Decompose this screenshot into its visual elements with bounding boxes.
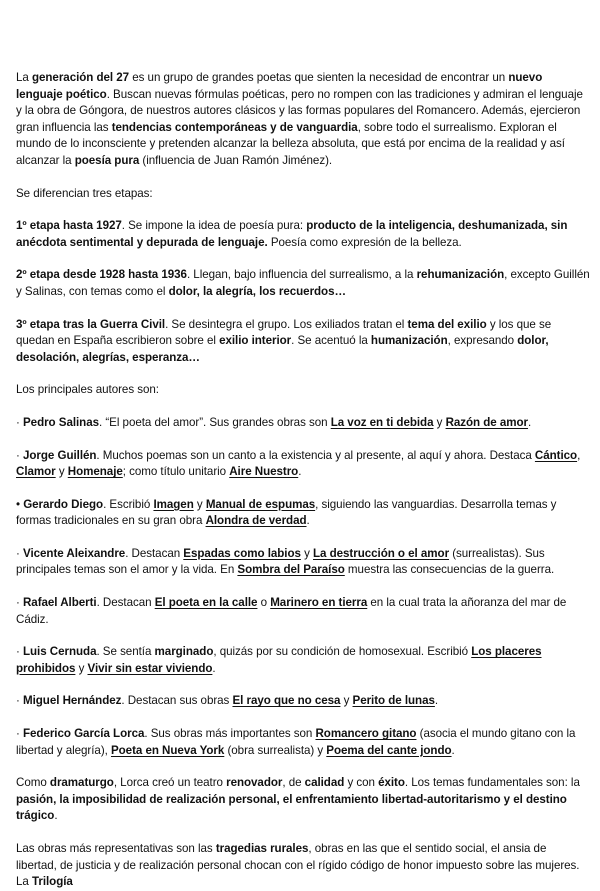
text: y — [193, 497, 206, 511]
work-title: Clamor — [16, 465, 56, 479]
bold-text: tema del exilio — [407, 317, 487, 331]
bullet: · — [16, 448, 23, 462]
bullet: · — [16, 727, 23, 741]
text: Las obras más representativas son las — [16, 842, 216, 855]
text: , siguiendo las vanguardias. Desarrolla temas y formas tradicionales en su gran obra — [16, 497, 557, 528]
bold-text: rehumanización — [416, 268, 505, 282]
text: . Muchos poemas son un canto a la existencia y al presente, al aquí y ahora. Destaca — [96, 448, 535, 462]
work-title: Romancero gitano — [315, 727, 417, 741]
autores-intro: Los principales autores son: — [16, 383, 159, 397]
author-entry-aleixandre — [16, 546, 590, 579]
intro-paragraph — [16, 70, 590, 170]
text: y — [300, 546, 313, 560]
text: . Se impone la idea de poesía pura: — [121, 219, 307, 233]
text: . Los temas fundamentales son: la — [404, 776, 580, 790]
text: . — [298, 465, 302, 479]
text: (obra surrealista) y — [224, 743, 327, 757]
bold-text: tendencias contemporáneas y de vanguardia — [111, 120, 358, 134]
work-title: Los placeres prohibidos — [16, 645, 542, 675]
text: en la cual trata la añoranza del mar de Cádiz. — [16, 596, 567, 626]
bold-text: 1º etapa hasta 1927 — [16, 219, 122, 233]
bold-text: Trilogía — [31, 875, 73, 889]
bullet: · — [16, 415, 23, 429]
work-title: Poema del cante jondo — [326, 743, 452, 757]
text: . — [306, 514, 310, 528]
etapa-1-paragraph — [16, 218, 590, 251]
work-title: Poeta en Nueva York — [110, 743, 225, 757]
author-entry-diego — [16, 497, 590, 530]
text: . Destacan — [96, 596, 155, 610]
author-name: Luis Cernuda — [22, 645, 97, 659]
text: Poesía como expresión de la belleza. — [267, 235, 462, 249]
bold-text: éxito — [378, 776, 405, 790]
text: . Se sentía — [96, 645, 155, 659]
text: . Llegan, bajo influencia del surrealismo, a la — [186, 268, 417, 282]
text: . — [434, 694, 439, 708]
text: . — [212, 661, 216, 675]
author-name: Pedro Salinas — [22, 415, 100, 429]
bullet: · — [16, 645, 23, 659]
text: . Destacan — [125, 546, 184, 560]
bullet: • — [16, 497, 24, 511]
text: y los que se quedan en España escribieron sobre el — [16, 317, 552, 348]
text: , obras en las que el sentido social, el ansia de libertad, de justicia y de realización personal chocan con el rígido código de honor impuesto sobre las mujeres. La — [16, 842, 580, 889]
etapa-2-paragraph — [16, 267, 590, 300]
bullet: · — [16, 546, 23, 560]
author-entry-salinas — [16, 415, 590, 432]
work-title: El rayo que no cesa — [232, 694, 341, 708]
text: , excepto Guillén y Salinas, con temas como el — [16, 268, 590, 298]
bold-text: humanización — [370, 334, 448, 348]
etapas-intro: Se diferencian tres etapas: — [16, 186, 153, 200]
bullet: · — [16, 596, 23, 610]
text: (influencia de Juan Ramón Jiménez). — [139, 153, 333, 167]
author-entry-guillen — [16, 448, 590, 481]
text: ; como título unitario — [122, 465, 230, 479]
text: . Se acentuó la — [291, 334, 371, 348]
work-title: Manual de espumas — [205, 497, 316, 511]
text: , de — [282, 776, 305, 790]
work-title: Espadas como labios — [183, 546, 301, 560]
text: . Buscan nuevas fórmulas poéticas, pero no rompen con las tradiciones y admiran el lenguaje y la obra de Góngora, de nuestros autores clásicos y las formas populares del Romancero. Además, ejercieron gran influencia las — [16, 87, 583, 134]
work-title: Marinero en tierra — [270, 596, 368, 610]
work-title: El poeta en la calle — [154, 596, 258, 610]
bold-text: 3º etapa tras la Guerra Civil — [16, 317, 166, 331]
text: o — [257, 596, 271, 610]
text: , sobre todo el surrealismo. Exploran el mundo de lo inconsciente y pretenden alcanzar la belleza absoluta, que está por encima de la realidad y así alcanzar la — [16, 120, 565, 167]
text: y — [55, 465, 68, 479]
text: La — [16, 71, 32, 84]
author-name: Federico García Lorca — [22, 727, 145, 741]
text: . — [528, 415, 532, 429]
author-entry-hernandez — [16, 693, 590, 710]
text: . — [54, 809, 58, 823]
bold-text: nuevo lenguaje poético — [16, 71, 543, 101]
work-title: Alondra de verdad — [205, 514, 307, 528]
text: . “El poeta del amor”. Sus grandes obras son — [99, 415, 331, 429]
text: . Escribió — [103, 497, 154, 511]
etapa-3-paragraph — [16, 317, 590, 367]
author-name: Vicente Aleixandre — [22, 546, 126, 560]
author-name: Jorge Guillén — [22, 448, 97, 462]
work-title: Imagen — [153, 497, 194, 511]
text: y — [75, 661, 88, 675]
bold-text: marginado — [154, 645, 214, 659]
bold-text: tragedias rurales — [215, 842, 309, 855]
bold-text: dramaturgo — [49, 776, 114, 790]
bold-text: producto de la inteligencia, deshumanizada, sin anécdota sentimental y depurada de lenguaje. — [16, 219, 568, 249]
work-title: La destrucción o el amor — [313, 546, 450, 560]
work-title: Sombra del Paraíso — [237, 563, 345, 577]
work-title: La voz en ti debida — [330, 415, 434, 429]
text: , — [577, 448, 581, 462]
text: (surrealistas). Sus principales temas son el amor y la vida. En — [16, 546, 545, 577]
text: , Lorca creó un teatro — [113, 776, 227, 790]
author-name: Rafael Alberti — [22, 596, 97, 610]
bold-text: exilio interior — [219, 334, 292, 348]
dramaturgo-paragraph — [16, 775, 590, 825]
text: , quizás por su condición de homosexual. Escribió — [213, 645, 472, 659]
text: . — [451, 743, 455, 757]
work-title: Cántico — [534, 448, 578, 462]
text: . Se desintegra el grupo. Los exiliados tratan el — [165, 317, 408, 331]
work-title: Homenaje — [67, 465, 123, 479]
author-entry-cernuda — [16, 644, 590, 677]
text: y — [433, 415, 446, 429]
bold-text: generación del 27 — [31, 71, 130, 84]
bullet: · — [16, 694, 23, 708]
work-title: Aire Nuestro — [229, 465, 299, 479]
text: y — [340, 694, 353, 708]
author-entry-alberti — [16, 595, 590, 628]
text: y con — [344, 776, 379, 790]
bold-text: 2º etapa desde 1928 hasta 1936 — [16, 268, 187, 282]
text: (asocia el mundo gitano con la libertad y alegría), — [16, 727, 576, 757]
text: muestra las consecuencias de la guerra. — [344, 563, 555, 577]
author-name: Gerardo Diego — [23, 497, 104, 511]
work-title: Vivir sin estar viviendo — [87, 661, 213, 675]
text: es un grupo de grandes poetas que sienten la necesidad de encontrar un — [129, 71, 509, 84]
text: . Destacan sus obras — [121, 694, 233, 708]
tragedias-paragraph — [16, 841, 590, 891]
text: . Sus obras más importantes son — [144, 727, 316, 741]
text: Como — [16, 776, 50, 790]
bold-text: pasión, la imposibilidad de realización personal, el enfrentamiento libertad-autoritarismo y el destino trágico — [16, 792, 567, 823]
bold-text: calidad — [304, 776, 345, 790]
author-name: Miguel Hernández — [22, 694, 122, 708]
bold-text: renovador — [226, 776, 283, 790]
bold-text: dolor, la alegría, los recuerdos… — [168, 284, 347, 298]
bold-text: poesía pura — [74, 153, 140, 167]
author-entry-lorca — [16, 726, 590, 759]
text: , expresando — [447, 334, 518, 348]
work-title: Perito de lunas — [352, 694, 435, 708]
bold-text: dolor, desolación, alegrías, esperanza… — [16, 334, 549, 364]
work-title: Razón de amor — [445, 415, 529, 429]
